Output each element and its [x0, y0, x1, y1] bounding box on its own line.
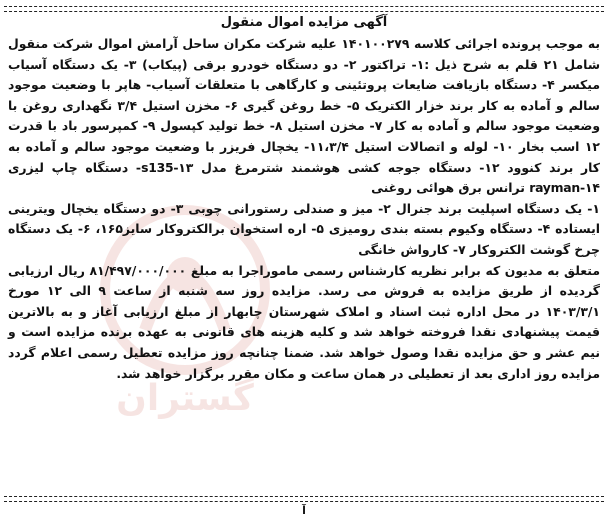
bottom-double-dashed-rule	[4, 496, 604, 502]
next-notice-title-fragment: آ	[302, 504, 306, 516]
watermark-text: گستران	[116, 378, 254, 419]
top-double-dashed-rule	[4, 6, 604, 12]
notice-paragraph-additional-assets: ۱- یک دستگاه اسپلیت برند جنرال ۲- میز و صندلی رستورانی چوبی ۳- دو دستگاه یخچال ویترینی ایستاده ۴- دستگاه وکیوم بسته بندی رومیزی ۵- اره استخوان برالکتروکار سایز۱۶۵، ۶- یک دستگاه چرخ گوشت الکتروکار ۷- کارواش خانگی	[8, 200, 600, 257]
notice-title: آگهی مزایده اموال منقول	[220, 15, 388, 30]
notice-paragraph-auction-terms: متعلق به مدیون که برابر نظریه کارشناس رسمی ماموراجرا به مبلغ ۸۱/۴۹۷/۰۰۰/۰۰۰ ریال ارزیابی گردیده از طریق مزایده به فروش می رسد. مزایده روز سه شنبه از ساعت ۹ الی ۱۲ مورخ ۱۴۰۳/۳/۱ در محل اداره ثبت اسناد و املاک شهرستان چابهار از مبلغ ارزیابی آغاز و به بالاترین قیمت پیشنهادی نقدا فروخته خواهد شد و کلیه هزینه های قانونی به عهده برنده مزایده است و نیم عشر و حق مزایده نقدا وصول خواهد شد. ضمنا چنانچه روز مزایده تعطیل رسمی اعلام گردد مزایده روز اداری بعد از تعطیلی در همان ساعت و مکان مقرر برگزار خواهد شد.	[8, 262, 600, 381]
notice-body	[8, 34, 600, 384]
notice-paragraph-assets: به موجب پرونده اجرائی کلاسه ۱۴۰۱۰۰۲۷۹ علیه شرکت مکران ساحل آرامش اموال شرکت منقول شامل ۲۱ قلم به شرح ذیل :۱- تراکتور ۲- دو دستگاه خودرو برقی (پیکاب) ۳- یک دستگاه آسیاب میکسر ۴- دستگاه بازیافت ضایعات پروتئینی و کارگاهی با متعلقات آسیاب- هاپر با وضعیت موجود سالم و آماده به کار برند خزار الکتریک ۵- خط روغن گیری ۶- مخزن استیل ۳/۴ نگهداری روغن با وضعیت موجود سالم و آماده به کار ۷- مخزن استیل ۸- خط تولید کپسول ۹- کمپرسور باد با قدرت ۱۲ اسب بخار ۱۰- لوله و اتصالات استیل ۱۱،۳/۴- یخچال فریزر با وضعیت موجود سالم و آماده به کار برند کنوود ۱۲- دستگاه جوجه کشی هوشمند شترمرغ مدل s135-۱۳- دستگاه چاپ لیزری rayman-۱۴ ترانس برق هوائی روغنی	[8, 36, 601, 196]
